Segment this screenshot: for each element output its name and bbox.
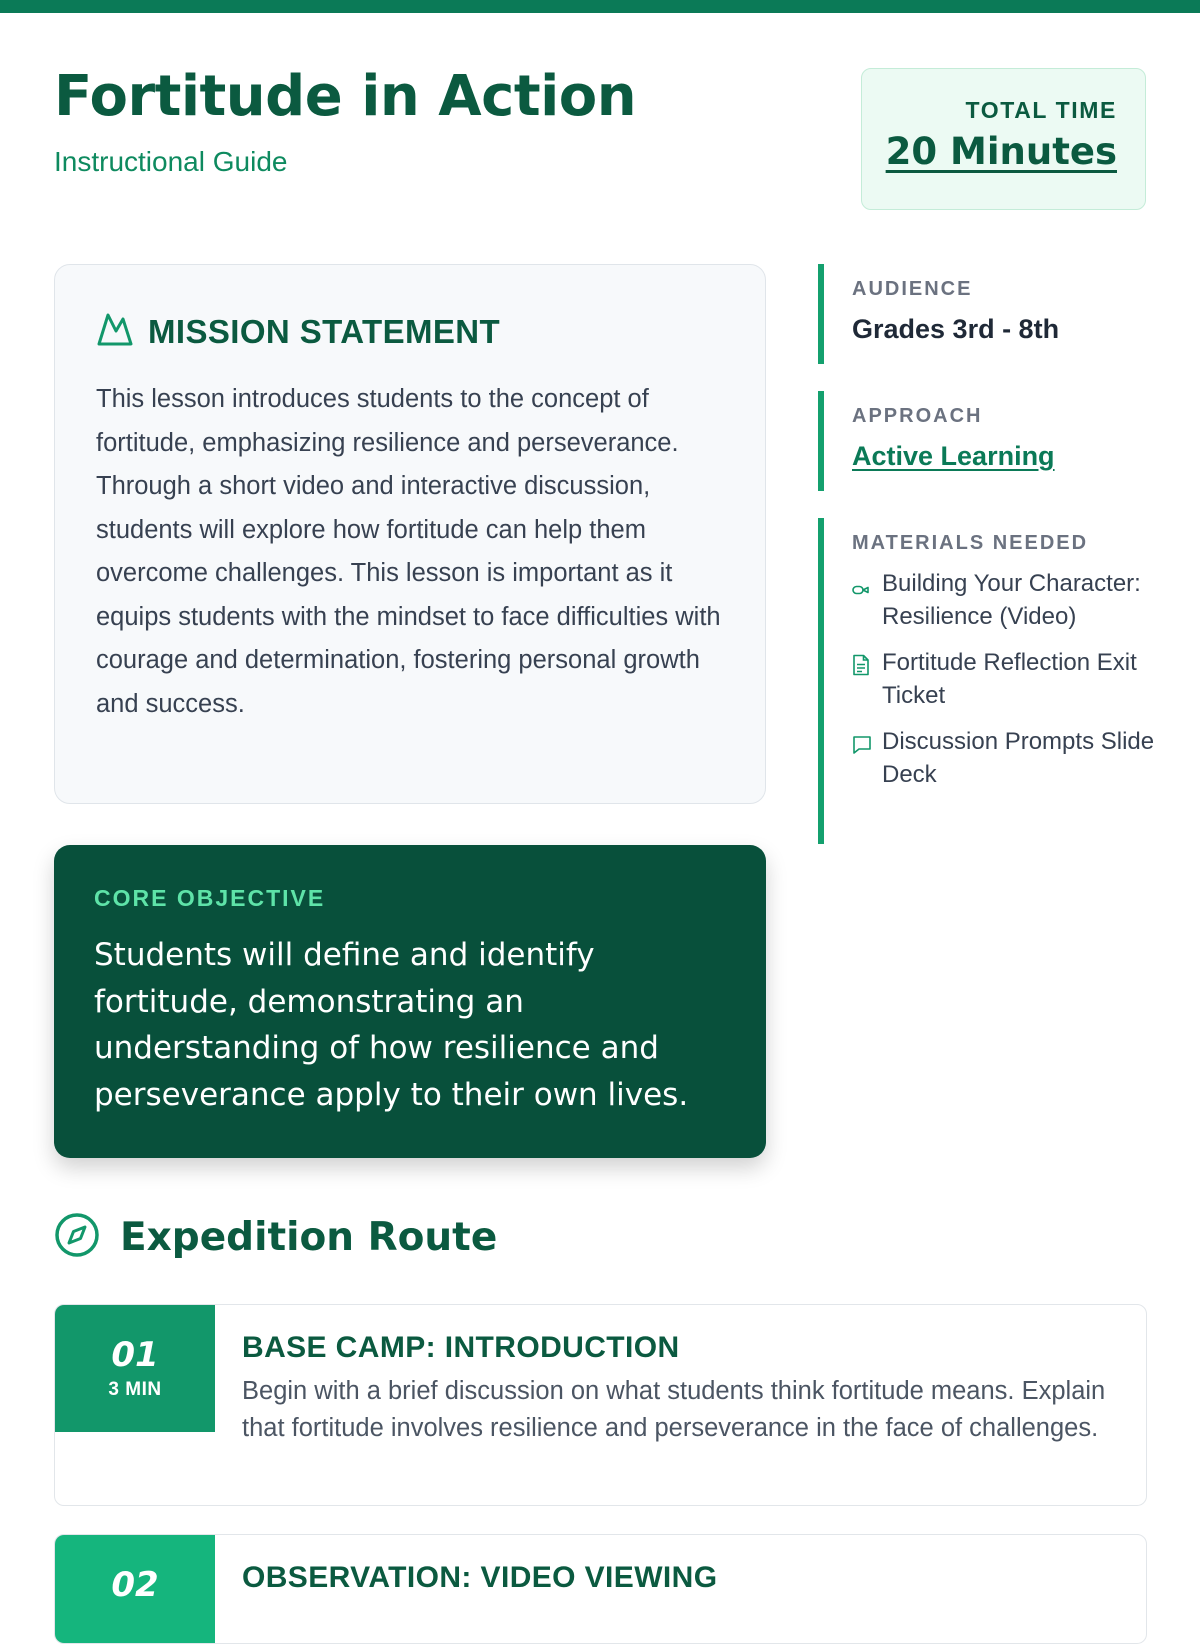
step-body	[242, 1561, 1122, 1595]
audience-label: AUDIENCE	[852, 278, 973, 300]
materials-list	[852, 567, 1200, 791]
total-time-card	[861, 68, 1146, 210]
step-title: OBSERVATION: VIDEO VIEWING	[242, 1561, 718, 1594]
material-text: Discussion Prompts Slide Deck	[882, 728, 1155, 788]
audience-value: Grades 3rd - 8th	[852, 314, 1060, 344]
chat-icon	[852, 731, 872, 764]
route-step[interactable]	[54, 1534, 1147, 1644]
approach-link[interactable]: Active Learning	[852, 441, 1055, 471]
audience-block	[818, 264, 1059, 364]
materials-block	[818, 518, 1200, 844]
core-objective-card	[54, 845, 766, 1158]
mountain-icon	[96, 311, 134, 352]
material-item[interactable]	[852, 567, 1200, 633]
video-icon	[852, 573, 872, 606]
compass-icon	[54, 1212, 100, 1263]
step-badge	[55, 1305, 215, 1432]
step-number: 01	[111, 1335, 159, 1375]
approach-block	[818, 391, 1055, 491]
step-number: 02	[111, 1565, 159, 1605]
step-title: BASE CAMP: INTRODUCTION	[242, 1331, 680, 1364]
step-badge	[55, 1535, 215, 1644]
approach-value	[852, 441, 1055, 472]
route-title: Expedition Route	[120, 1215, 498, 1260]
materials-label: MATERIALS NEEDED	[852, 532, 1089, 554]
objective-text: Students will define and identify fortitude, demonstrating an understanding of how resilience and perseverance apply to their own lives.	[94, 937, 689, 1113]
material-item[interactable]	[852, 725, 1200, 791]
material-text: Building Your Character: Resilience (Video)	[882, 570, 1141, 630]
objective-label: CORE OBJECTIVE	[94, 885, 326, 911]
mission-title: MISSION STATEMENT	[148, 312, 501, 350]
step-duration: 3 MIN	[108, 1379, 162, 1400]
top-accent-bar	[0, 0, 1200, 13]
step-description: Begin with a brief discussion on what students think fortitude means. Explain that fortitude involves resilience and perseverance in the face of challenges.	[242, 1377, 1106, 1442]
page-subtitle: Instructional Guide	[54, 146, 288, 177]
material-text: Fortitude Reflection Exit Ticket	[882, 649, 1137, 709]
approach-label: APPROACH	[852, 405, 983, 427]
route-step[interactable]	[54, 1304, 1147, 1506]
route-header	[54, 1212, 497, 1263]
mission-card	[54, 264, 766, 804]
total-time-label: TOTAL TIME	[965, 97, 1117, 123]
material-item[interactable]	[852, 646, 1200, 712]
document-icon	[852, 652, 872, 685]
step-body	[242, 1331, 1122, 1446]
mission-text: This lesson introduces students to the concept of fortitude, emphasizing resilience and perseverance. Through a short video and interactive discussion, students will explore how fortitude can help them overcome challenges. This lesson is important as it equips students with the mindset to face difficulties with courage and determination, fostering personal growth and success.	[96, 385, 721, 718]
page-title: Fortitude in Action	[54, 64, 637, 129]
mission-header	[96, 311, 725, 352]
total-time-value: 20 Minutes	[885, 130, 1117, 173]
